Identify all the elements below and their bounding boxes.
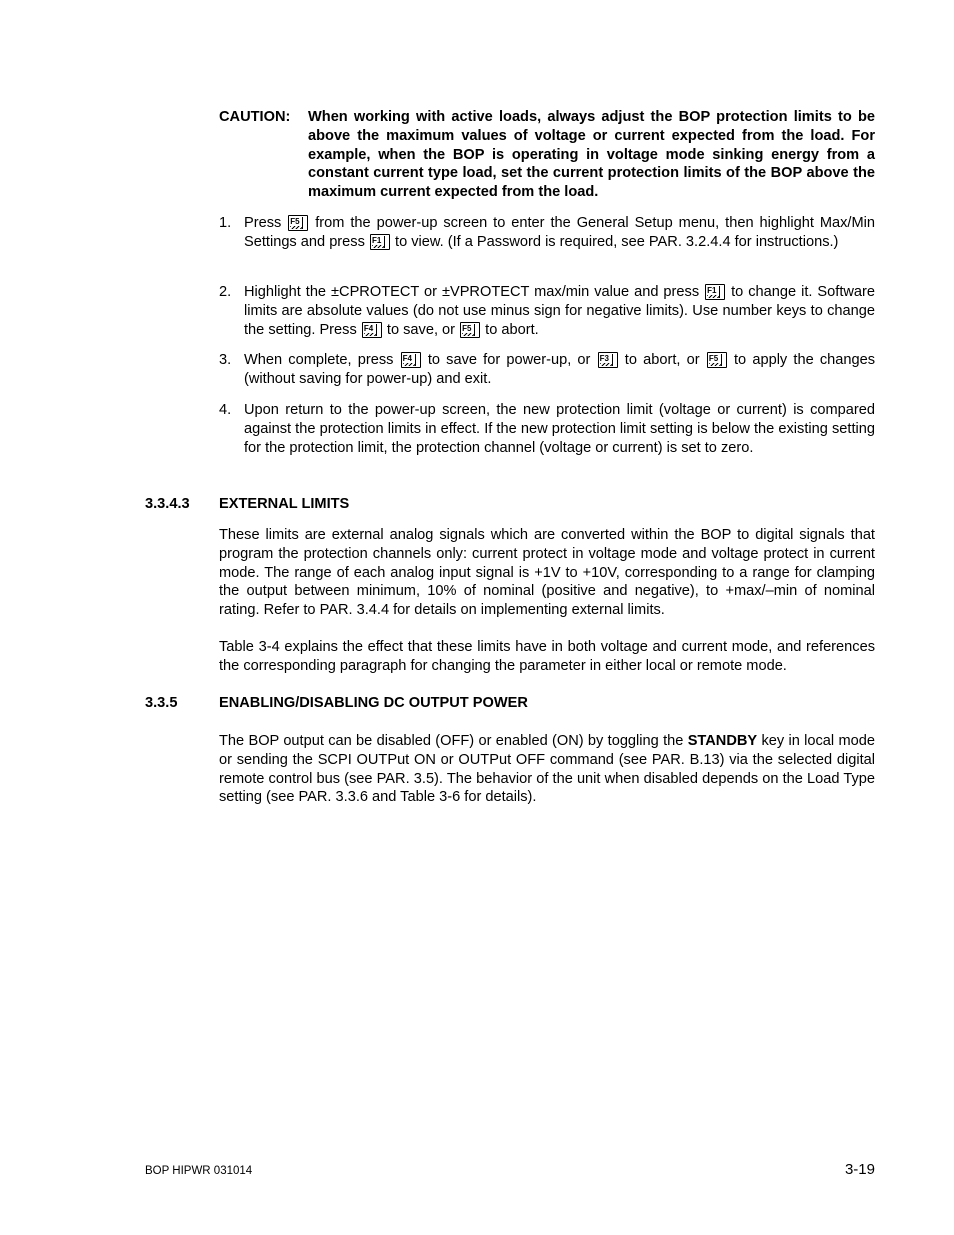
step-2-part-4: to abort. (485, 321, 539, 338)
step-1-part-1: Press (244, 215, 282, 231)
key-shade (290, 226, 302, 229)
key-shade (462, 333, 474, 336)
step-1-part-2: from the power-up screen to enter the General Setup menu, then highlight Max/Min Settings and press (244, 215, 875, 250)
key-shade (372, 245, 384, 248)
section-335-number: 3.3.5 (145, 695, 178, 711)
key-side (474, 324, 478, 336)
step-3-part-1: When complete, press (244, 352, 394, 368)
step-2-number: 2. (219, 284, 232, 300)
key-shade (707, 295, 719, 298)
f5-key-label: F5 (462, 324, 475, 334)
f3-key-label: F3 (600, 354, 613, 364)
step-4-number: 4. (219, 402, 232, 418)
f5-key-icon (707, 352, 727, 368)
section-335-title: ENABLING/DISABLING DC OUTPUT POWER (219, 695, 528, 711)
footer-page-number: 3-19 (844, 1161, 875, 1178)
step-1-number: 1. (219, 215, 232, 231)
f5-key-label: F5 (290, 217, 303, 227)
f5-key-icon (288, 215, 308, 231)
key-shade (600, 363, 612, 366)
step-2-text (244, 283, 875, 339)
section-335-para-after: key in local mode or sending the SCPI OUTPut ON or OUTPut OFF command (see PAR. B.13) via the selected digital remote control bus (see PAR. 3.5). The behavior of the unit when disabled depends on the Load Type setting (see PAR. 3.3.6 and Table 3-6 for details). (219, 733, 875, 806)
section-335-para-before: The BOP output can be disabled (OFF) or enabled (ON) by toggling the (219, 733, 684, 749)
step-1-text (244, 214, 875, 252)
step-2-part-2: to change it. Software limits are absolute values (do not use minus sign for negative limits). Use number keys to change the setting. Press (244, 284, 876, 338)
step-2-part-1: Highlight the ±CPROTECT or ±VPROTECT max/min value and press (244, 284, 700, 300)
key-side (384, 236, 388, 248)
key-side (376, 324, 380, 336)
standby-key-name: STANDBY (687, 733, 758, 749)
key-side (612, 354, 616, 366)
step-3-text (244, 351, 875, 389)
key-shade (709, 363, 721, 366)
f4-key-icon (401, 352, 421, 368)
key-shade (403, 363, 415, 366)
section-3343-para-2: Table 3-4 explains the effect that these limits have in both voltage and current mode, and references the corresponding paragraph for changing the parameter in either local or remote mode. (219, 639, 875, 674)
step-4-text: Upon return to the power-up screen, the new protection limit (voltage or current) is compared against the protection limits in effect. If the new protection limit setting is below the existing setting for the protection limit, the protection channel (voltage or current) is set to zero. (244, 402, 875, 456)
key-side (302, 217, 306, 229)
step-3-part-2: to save for power-up, or (427, 352, 591, 368)
step-2-part-3: to save, or (386, 321, 456, 338)
f3-key-icon (598, 352, 618, 368)
step-3-part-4: to apply the changes (without saving for power-up) and exit. (244, 352, 876, 387)
caution-text: When working with active loads, always adjust the BOP protection limits to be above the maximum values of voltage or current expected from the load. For example, when the BOP is operating in voltage mode sinking energy from a constant current type load, set the current protection limits of the BOP above the maximum current expected from the load. (308, 109, 875, 201)
f4-key-label: F4 (403, 354, 416, 364)
key-side (721, 354, 725, 366)
section-335-para (219, 732, 875, 807)
section-3343-para-1: These limits are external analog signals which are converted within the BOP to digital signals that program the protection channels only: current protect in voltage mode and voltage protect in current mode. The range of each analog input signal is +1V to +10V, corresponding to a range for clamping the output between minimum, 10% of nominal (positive and negative), to +max/–min of nominal rating. Refer to PAR. 3.4.4 for details on implementing external limits. (219, 527, 875, 619)
step-3-part-3: to abort, or (624, 352, 700, 368)
caution-label: CAUTION: (219, 109, 291, 125)
key-shade (364, 333, 376, 336)
f4-key-label: F4 (364, 324, 377, 334)
step-1-part-3: to view. (If a Password is required, see PAR. 3.2.4.4 for instructions.) (395, 233, 839, 250)
key-side (415, 354, 419, 366)
f1-key-icon (705, 284, 725, 300)
step-3-number: 3. (219, 352, 232, 368)
f4-key-icon (362, 322, 382, 338)
key-side (719, 286, 723, 298)
footer-doc-id: BOP HIPWR 031014 (145, 1165, 253, 1177)
f1-key-label: F1 (707, 286, 720, 296)
f1-key-label: F1 (372, 236, 385, 246)
section-3343-number: 3.3.4.3 (145, 496, 190, 512)
f1-key-icon (370, 234, 390, 250)
f5-key-icon (460, 322, 480, 338)
section-3343-title: EXTERNAL LIMITS (219, 496, 350, 512)
f5-key-label: F5 (709, 354, 722, 364)
